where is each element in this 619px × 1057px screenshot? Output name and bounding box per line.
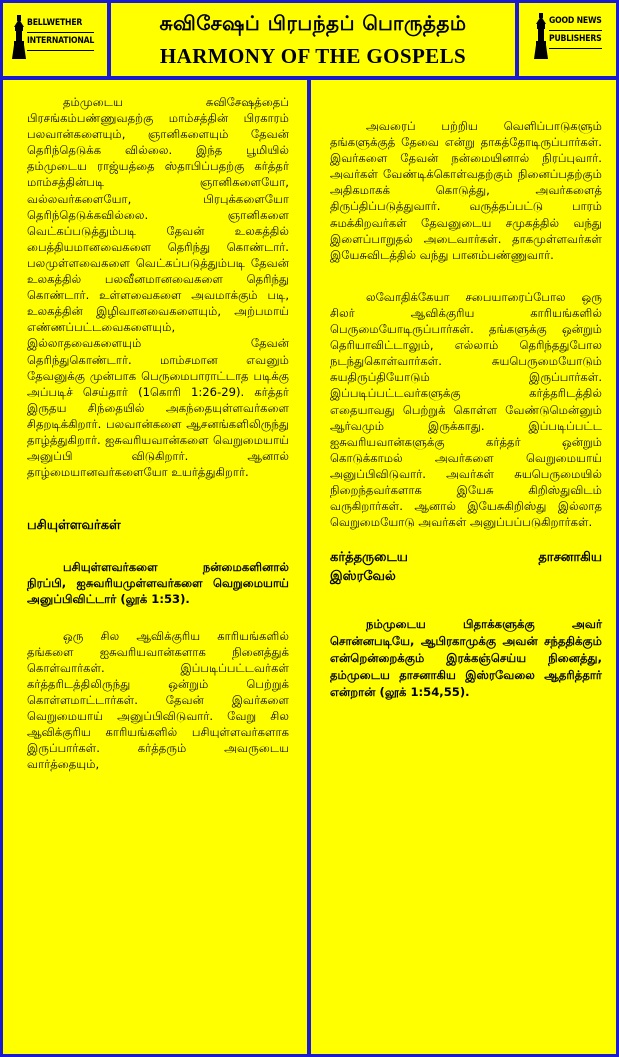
- title-banner: [111, 3, 515, 76]
- left-paragraph-2: ஒரு சில ஆவிக்குரிய காரியங்களில் தங்களை ஐசுவரியவான்களாக நினைத்துக் கொள்வார்கள். இப்படிப்பட்டவர்கள் கர்த்தரிடத்திலிருந்து ஒன்றும் பெற்றுக் கொள்ளமாட்டார்கள். தேவன் இவர்களை வெறுமையாய் அனுப்பிவிடுவார். வேறு சில ஆவிக்குரிய காரியங்களில் பசியுள்ளவர்களாக இருப்பார்கள். கர்த்தரும் அவருடைய வார்த்தையும்,: [27, 628, 289, 772]
- title-english: HARMONY OF THE GOSPELS: [159, 44, 467, 68]
- logo-left-line1: BELLWETHER: [27, 15, 94, 33]
- title-tamil: சுவிசேஷப் பிரபந்தப் பொருத்தம்: [159, 11, 467, 35]
- scripture-verse-luke-1-53: பசியுள்ளவர்களை நன்மைகளினால் நிரப்பி, ஐசுவரியமுள்ளவர்களை வெறுமையாய் அனுப்பிவிட்டார் (லூக் 1:53).: [27, 560, 289, 607]
- left-paragraph-1: தம்முடைய சுவிசேஷத்தைப் பிரசங்கம்பண்ணுவதற்கு மாம்சத்தின் பிரகாரம் பலவான்களையும், ஞானிகளையும் தேவன் தெரிந்தெடுக்க வில்லை. இந்த பூமியில் தம்முடைய ராஜ்யத்தை ஸ்தாபிப்பதற்கு கர்த்தர் மாம்சத்தின்படி ஞானிகளையோ, வல்லவர்களையோ, பிரபுக்களையோ தெரிந்தெடுக்கவில்லை. ஞானிகளை வெட்கப்படுத்தும்படி தேவன் உலகத்தில் பைத்தியமானவைகளை தெரிந்து கொண்டார். பலமுள்ளவைகளை வெட்கப்படுத்தும்படி தேவன் உலகத்தில் பலவீனமானவைகளை தெரிந்து கொண்டார். உள்ளவைகளை அவமாக்கும் படி, உலகத்தின் இழிவானவைகளையும், அற்பமாய் எண்ணப்பட்டவைகளையும், இல்லாதவைகளையும் தேவன் தெரிந்துகொண்டார். மாம்சமான எவனும் தேவனுக்கு முன்பாக பெருமைபாராட்டாத படிக்கு அப்படிச் செய்தார் (1கொரி 1:26-29). கர்த்தர் இருதய சிந்தையில் அகந்தையுள்ளவர்களை சிதறடிக்கிறார். பலவான்களை ஆசனங்களிலிருந்து தாழ்த்துகிறார். ஐசுவரியவான்களை வெறுமையாய் அனுப்பி விடுகிறார். ஆனால் தாழ்மையானவர்களையோ உயர்த்துகிறார்.: [27, 95, 289, 480]
- right-column: [311, 80, 616, 1054]
- section-heading-hungry: பசியுள்ளவர்கள்: [27, 518, 121, 534]
- bellwether-logo: [11, 15, 94, 59]
- right-paragraph-2: லவோதிக்கேயா சபையாரைப்போல ஒரு சிலர் ஆவிக்குரிய காரியங்களில் பெருமையோடிருப்பார்கள். தங்களுக்கு ஒன்றும் தெரியாவிட்டாலும், எல்லாம் தெரிந்ததுபோல நடந்துகொள்வார்கள். சுயபெருமையோடும் சுயதிருப்தியோடும் இருப்பார்கள். இப்படிப்பட்டவர்களுக்கு கர்த்தரிடத்தில் எதையாவது பெற்றுக் கொள்ள வேண்டுமென்னும் ஆர்வமும் இருக்காது. இப்படிப்பட்ட ஐசுவரியவான்களுக்கு கர்த்தர் ஒன்றும் கொடுக்காமல் அவர்களை வெறுமையாய் அனுப்பிவிடுவார். அவர்கள் சுயபெருமையில் நிறைந்தவர்களாக இயேசு கிறிஸ்துவிடம் வருகிறார்கள். ஆனால் இயேசுகிறிஸ்து இல்லாத வெறுமையோடு அவர்கள் அனுப்பப்படுகிறார்கள்.: [330, 289, 602, 530]
- heading-line-2: இஸ்ரவேல்: [330, 569, 396, 585]
- logo-left-line2: INTERNATIONAL: [27, 33, 94, 51]
- heading-line-1: கர்த்தருடைய தாசனாகிய: [330, 550, 602, 566]
- left-column: [3, 80, 307, 1054]
- right-paragraph-1: அவரைப் பற்றிய வெளிப்பாடுகளும் தங்களுக்குத் தேவை என்று தாகத்தோடிருப்பார்கள். இவர்களை தேவன் நன்மையினால் நிரப்புவார். அவர்கள் வேண்டிக்கொள்வதற்கும் நினைப்பதற்கும் அதிகமாகக் கொடுத்து, அவர்களைத் திருப்திப்படுத்துவார். வருத்தப்பட்டு பாரம் சுமக்கிறவர்கள் தேவனுடைய சமுகத்தில் வந்து இளைப்பாறுதல் அடைவார்கள். தாகமுள்ளவர்கள் இயேசுவிடத்தில் வந்து பானம்பண்ணுவார்.: [330, 119, 602, 262]
- publisher-logo-left: [3, 3, 107, 76]
- scripture-verse-luke-1-54-55: நம்முடைய பிதாக்களுக்கு அவர் சொன்னபடியே, ஆபிரகாமுக்கு அவன் சந்ததிக்கும் என்றென்றைக்கும் இரக்கஞ்செய்ய நினைத்து, தம்முடைய தாசனாகிய இஸ்ரவேலை ஆதரித்தார் என்றான் (லூக் 1:54,55).: [330, 617, 602, 700]
- publisher-logo-right: [519, 3, 616, 76]
- bellwether-tower-icon: [11, 15, 27, 59]
- tower-icon: [533, 13, 549, 59]
- section-heading-israel: [330, 548, 602, 586]
- logo-right-line2: PUBLISHERS: [549, 31, 602, 49]
- logo-right-line1: GOOD NEWS: [549, 13, 602, 31]
- good-news-logo: [533, 13, 602, 59]
